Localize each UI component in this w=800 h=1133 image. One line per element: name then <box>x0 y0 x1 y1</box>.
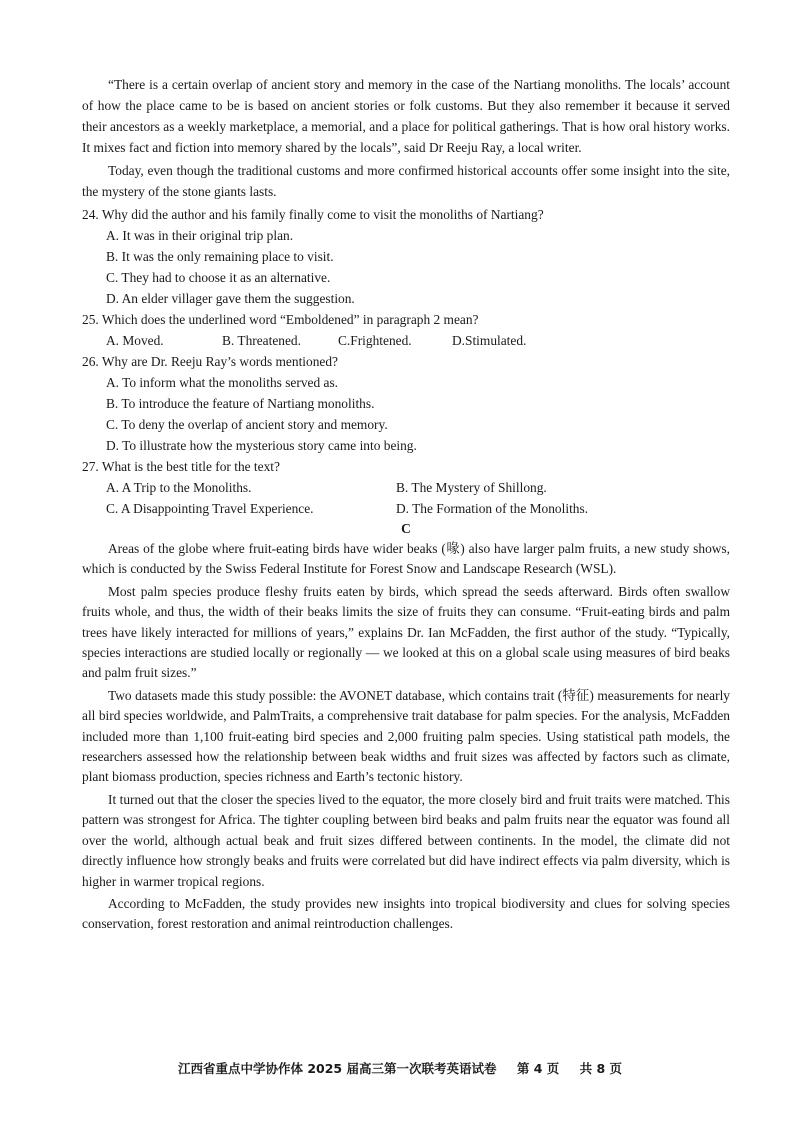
passage-c-paragraph: It turned out that the closer the species lived to the equator, the more closely bird and fruit traits were matched. This pattern was strongest for Africa. The tighter coupling between bird beaks and palm fruits near the equator was found all over the world, although actual beak and fruit sizes differed between continents. In the model, the climate did not directly influence how strongly beaks and fruits were correlated but did have indirect effects via palm diversity, which is higher in warmer tropical regions. <box>82 791 730 889</box>
option-d: D. An elder villager gave them the suggestion. <box>106 291 355 306</box>
question-stem: 24. Why did the author and his family finally come to visit the monoliths of Nartiang? <box>82 207 544 222</box>
question-stem: 26. Why are Dr. Reeju Ray’s words mentioned? <box>82 354 338 369</box>
exam-page <box>82 74 730 937</box>
question-stem: 27. What is the best title for the text? <box>82 459 280 474</box>
exam-title: 江西省重点中学协作体 2025 届高三第一次联考英语试卷 <box>177 1061 497 1076</box>
question-stem: 25. Which does the underlined word “Emboldened” in paragraph 2 mean? <box>82 312 479 327</box>
option-c: C. A Disappointing Travel Experience. <box>106 501 314 516</box>
question-25 <box>82 309 730 351</box>
page-number: 第 4 页 <box>516 1061 560 1076</box>
option-c: C.Frightened. <box>338 333 412 348</box>
option-b: B. Threatened. <box>222 333 301 348</box>
option-d: D. The Formation of the Monoliths. <box>396 501 589 516</box>
question-26 <box>82 351 730 456</box>
option-b: B. It was the only remaining place to visit. <box>106 249 334 264</box>
options-row <box>82 498 730 519</box>
page-footer <box>0 1059 800 1077</box>
option-a: A. It was in their original trip plan. <box>106 228 294 243</box>
section-heading: C <box>401 521 411 536</box>
options-row <box>82 477 730 498</box>
option-d: D.Stimulated. <box>452 333 527 348</box>
passage-c-paragraph: Most palm species produce fleshy fruits eaten by birds, which spread the seeds afterward. Birds often swallow fruits whole, and thus, the width of their beaks limits the size of fruits they can consume. “Fruit-eating birds and palm trees have likely interacted for millions of years,” explains Dr. Ian McFadden, the first author of the study. “Typically, species interactions are studied locally or regionally — we looked at this on a global scale using measures of bird beaks and palm fruit sizes.” <box>82 583 730 681</box>
passage-c <box>82 539 730 935</box>
option-a: A. A Trip to the Monoliths. <box>106 480 252 495</box>
option-a: A. To inform what the monoliths served as. <box>106 375 339 390</box>
options-row <box>82 330 730 351</box>
option-c: C. They had to choose it as an alternative. <box>106 270 331 285</box>
passage-c-paragraph: Areas of the globe where fruit-eating birds have wider beaks (喙) also have larger palm fruits, a new study shows, which is conducted by the Swiss Federal Institute for Forest Snow and Landscape Research (WSL). <box>82 541 730 577</box>
passage-b-paragraph: “There is a certain overlap of ancient story and memory in the case of the Nartiang monoliths. The locals’ account of how the place came to be is based on ancient stories or folk customs. But they also remember it because it served their ancestors as a weekly marketplace, a memorial, and a place for political gatherings. That is how oral history works. It mixes fact and fiction into memory shared by the locals”, said Dr Reeju Ray, a local writer. <box>82 77 730 155</box>
option-b: B. The Mystery of Shillong. <box>396 480 547 495</box>
passage-b-paragraph: Today, even though the traditional customs and more confirmed historical accounts offer some insight into the site, the mystery of the stone giants lasts. <box>82 163 730 199</box>
passage-c-paragraph: Two datasets made this study possible: the AVONET database, which contains trait (特征) measurements for nearly all bird species worldwide, and PalmTraits, a comprehensive trait database for palm species. For the analysis, McFadden included more than 1,100 fruit-eating bird species and 2,000 fruiting palm species. Using statistical path models, the researchers assessed how the relationship between beak widths and fruit sizes was affected by factors such as climate, plant biomass production, species richness and Earth’s tectonic history. <box>82 687 730 785</box>
passage-c-paragraph: According to McFadden, the study provides new insights into tropical biodiversity and clues for solving species conservation, forest restoration and animal reintroduction challenges. <box>82 895 730 932</box>
question-27 <box>82 456 730 519</box>
option-b: B. To introduce the feature of Nartiang monoliths. <box>106 396 375 411</box>
option-a: A. Moved. <box>106 333 164 348</box>
option-d: D. To illustrate how the mysterious story came into being. <box>106 438 417 453</box>
question-24 <box>82 204 730 309</box>
page-total: 共 8 页 <box>579 1061 623 1076</box>
option-c: C. To deny the overlap of ancient story and memory. <box>106 417 388 432</box>
